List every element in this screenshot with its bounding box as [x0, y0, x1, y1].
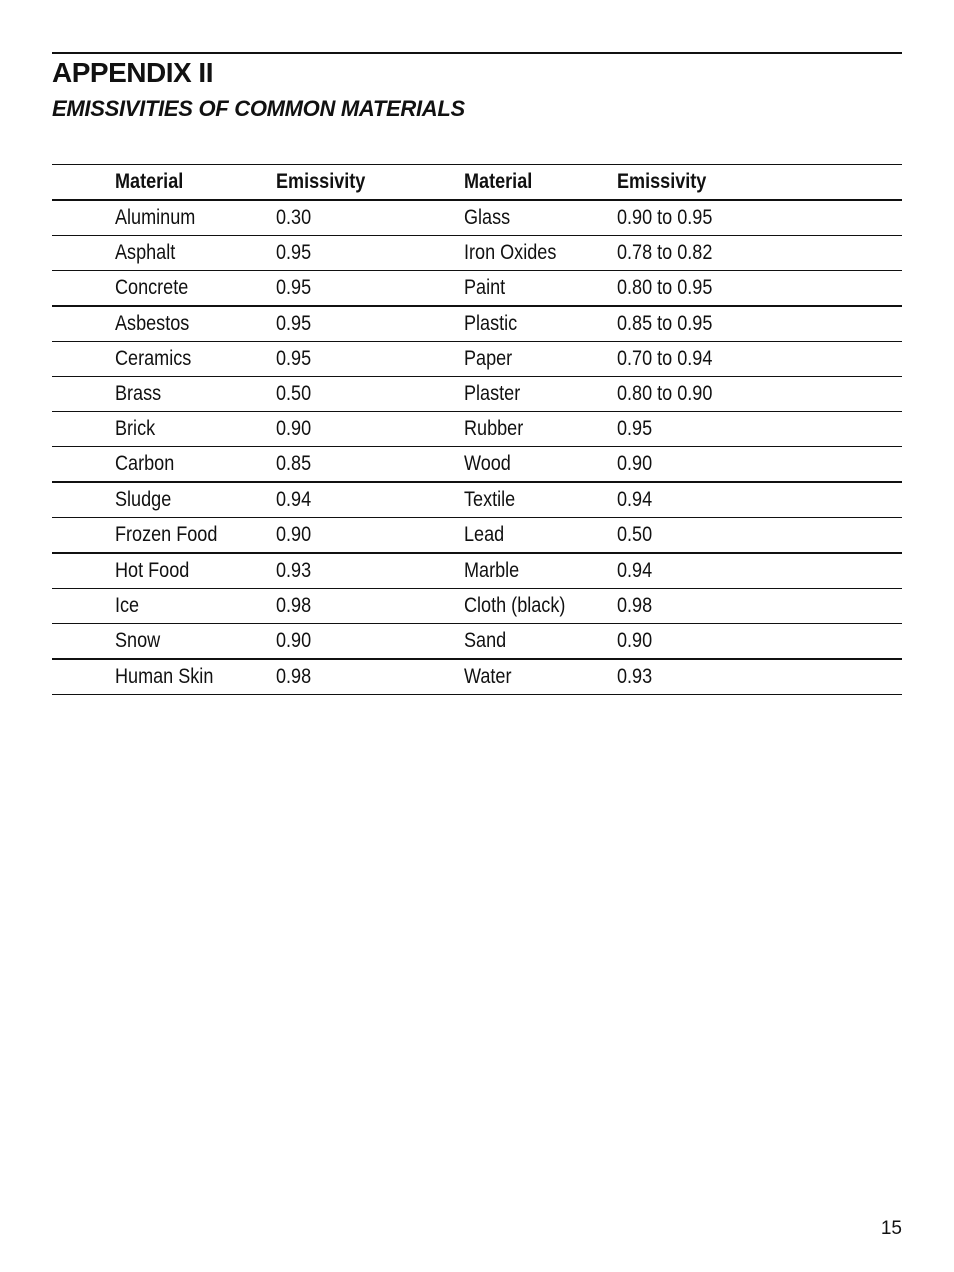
emissivity-cell: 0.80 to 0.90 — [617, 382, 713, 405]
emissivity-cell: 0.95 — [276, 241, 312, 264]
emissivity-cell: 0.30 — [276, 206, 312, 229]
emissivity-cell: 0.85 to 0.95 — [617, 312, 713, 335]
emissivity-table — [52, 164, 902, 695]
top-rule — [52, 52, 902, 54]
emissivity-cell: 0.90 — [276, 417, 312, 440]
indent-cell — [52, 589, 106, 624]
material-cell: Glass — [464, 206, 511, 229]
page-subtitle: EMISSIVITIES OF COMMON MATERIALS — [52, 96, 465, 121]
emissivity-cell: 0.93 — [617, 665, 653, 688]
emissivity-cell: 0.94 — [617, 559, 653, 582]
material-cell: Sand — [464, 629, 507, 652]
emissivity-cell: 0.80 to 0.95 — [617, 276, 713, 299]
table-row — [52, 447, 902, 483]
emissivity-table-container — [52, 164, 902, 695]
material-cell: Lead — [464, 523, 505, 546]
material-cell: Frozen Food — [115, 523, 218, 546]
table-row — [52, 659, 902, 695]
material-cell: Asphalt — [115, 241, 176, 264]
emissivity-cell: 0.90 — [276, 523, 312, 546]
indent-cell — [52, 659, 106, 695]
material-cell: Water — [464, 665, 512, 688]
material-cell: Paper — [464, 347, 513, 370]
emissivity-cell: 0.95 — [276, 276, 312, 299]
emissivity-cell: 0.90 — [276, 629, 312, 652]
table-row — [52, 518, 902, 554]
material-cell: Paint — [464, 276, 506, 299]
emissivity-cell: 0.90 to 0.95 — [617, 206, 713, 229]
emissivity-cell: 0.94 — [617, 488, 653, 511]
material-cell: Wood — [464, 452, 511, 475]
table-header-row — [52, 165, 902, 201]
material-cell: Snow — [115, 629, 161, 652]
material-cell: Carbon — [115, 452, 175, 475]
header-material-right: Material — [464, 170, 533, 193]
indent-cell — [52, 306, 106, 342]
emissivity-cell: 0.98 — [276, 665, 312, 688]
table-row — [52, 236, 902, 271]
indent-cell — [52, 482, 106, 518]
header-material-left: Material — [115, 170, 184, 193]
material-cell: Ceramics — [115, 347, 192, 370]
table-row — [52, 553, 902, 589]
emissivity-cell: 0.90 — [617, 452, 653, 475]
material-cell: Plaster — [464, 382, 521, 405]
material-cell: Textile — [464, 488, 516, 511]
indent-cell — [52, 342, 106, 377]
material-cell: Brick — [115, 417, 156, 440]
page-title: APPENDIX II — [52, 57, 213, 88]
material-cell: Cloth (black) — [464, 594, 566, 617]
emissivity-cell: 0.98 — [276, 594, 312, 617]
emissivity-cell: 0.94 — [276, 488, 312, 511]
indent-cell — [52, 200, 106, 236]
table-row — [52, 271, 902, 307]
header-emissivity-left: Emissivity — [276, 170, 366, 193]
emissivity-cell: 0.95 — [617, 417, 653, 440]
material-cell: Ice — [115, 594, 140, 617]
material-cell: Aluminum — [115, 206, 196, 229]
material-cell: Asbestos — [115, 312, 190, 335]
page-number: 15 — [880, 1218, 902, 1239]
indent-cell — [52, 271, 106, 307]
indent-cell — [52, 447, 106, 483]
table-row — [52, 377, 902, 412]
emissivity-cell: 0.93 — [276, 559, 312, 582]
table-row — [52, 482, 902, 518]
emissivity-cell: 0.95 — [276, 312, 312, 335]
indent-cell — [52, 412, 106, 447]
emissivity-cell: 0.90 — [617, 629, 653, 652]
material-cell: Sludge — [115, 488, 172, 511]
table-row — [52, 200, 902, 236]
material-cell: Iron Oxides — [464, 241, 557, 264]
emissivity-cell: 0.85 — [276, 452, 312, 475]
indent-cell — [52, 236, 106, 271]
indent-cell — [52, 165, 106, 201]
emissivity-cell: 0.95 — [276, 347, 312, 370]
material-cell: Rubber — [464, 417, 524, 440]
material-cell: Brass — [115, 382, 162, 405]
indent-cell — [52, 624, 106, 660]
table-row — [52, 624, 902, 660]
table-row — [52, 412, 902, 447]
indent-cell — [52, 553, 106, 589]
emissivity-cell: 0.78 to 0.82 — [617, 241, 713, 264]
table-row — [52, 589, 902, 624]
material-cell: Marble — [464, 559, 520, 582]
material-cell: Plastic — [464, 312, 518, 335]
material-cell: Human Skin — [115, 665, 214, 688]
header-emissivity-right: Emissivity — [617, 170, 707, 193]
indent-cell — [52, 518, 106, 554]
emissivity-cell: 0.98 — [617, 594, 653, 617]
table-row — [52, 306, 902, 342]
material-cell: Concrete — [115, 276, 189, 299]
emissivity-cell: 0.50 — [617, 523, 653, 546]
table-row — [52, 342, 902, 377]
emissivity-cell: 0.70 to 0.94 — [617, 347, 713, 370]
material-cell: Hot Food — [115, 559, 190, 582]
indent-cell — [52, 377, 106, 412]
emissivity-cell: 0.50 — [276, 382, 312, 405]
